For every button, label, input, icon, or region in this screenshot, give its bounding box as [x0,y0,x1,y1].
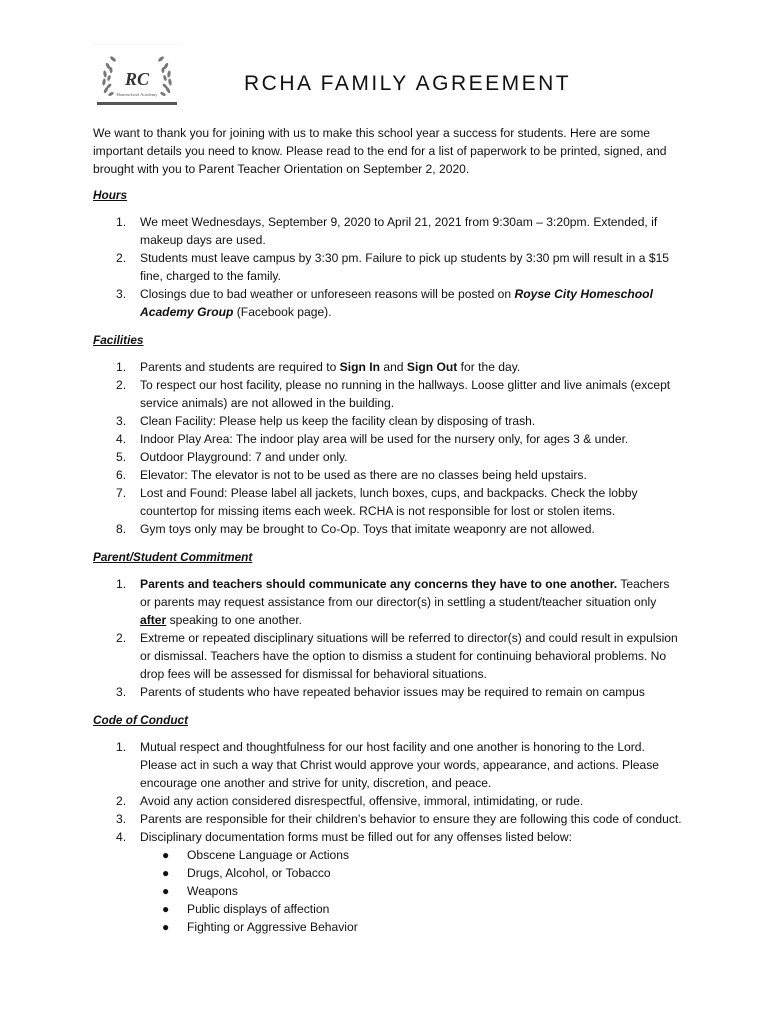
section-heading-facilities: Facilities [93,333,144,347]
offense-item: ● Weapons [162,884,238,898]
document-body [93,124,683,946]
svg-text:Homeschool Academy: Homeschool Academy [116,92,158,97]
hours-list [93,213,683,321]
list-item: 2. Extreme or repeated disciplinary situations will be referred to director(s) and could result in expulsion or dismissal. Teachers have the option to dismiss a student for continuing behavioral problems. No drop fees will be assessed for dismissal for behavioral situations. [116,631,678,681]
list-item: 1. Mutual respect and thoughtfulness for our host facility and one another is honoring to the Lord. Please act in such a way that Christ would approve your words, appearance, and actions. Please encourage one another and strive for unity, discretion, and peace. [116,740,659,790]
list-item: 2. Students must leave campus by 3:30 pm. Failure to pick up students by 3:30 pm will result in a $15 fine, charged to the family. [116,251,670,283]
section-heading-conduct: Code of Conduct [93,713,189,727]
list-item: 2. To respect our host facility, please no running in the hallways. Loose glitter and live animals (except service animals) are not allowed in the building. [116,378,671,410]
bullet-icon: ● [162,884,170,898]
list-item: 3. Closings due to bad weather or unforeseen reasons will be posted on Royse City Homeschool Academy Group (Facebook page). [116,287,653,319]
bullet-icon: ● [162,920,170,934]
conduct-list [93,738,683,936]
svg-text:RC: RC [124,69,150,89]
list-item: 3. Parents of students who have repeated behavior issues may be required to remain on campus [116,685,645,699]
offense-item: ● Public displays of affection [162,902,330,916]
logo [92,44,182,114]
offenses-list [140,846,683,936]
facilities-list [93,358,683,538]
list-item: 7. Lost and Found: Please label all jackets, lunch boxes, cups, and backpacks. Check the lobby countertop for missing items each week. RCHA is not responsible for lost or stolen items. [116,486,638,518]
list-item: 8. Gym toys only may be brought to Co-Op. Toys that imitate weaponry are not allowed. [116,522,595,536]
list-item: 6. Elevator: The elevator is not to be used as there are no classes being held upstairs. [116,468,587,482]
list-item: 4. Disciplinary documentation forms must be filled out for any offenses listed below: ● Obscene Language or Actions ● Drugs, Alcohol, or Tobacco ● Weapons ● Public displays of affection ● Fighting or Aggressive Behavior [93,828,683,936]
list-item: 1. Parents and students are required to Sign In and Sign Out for the day. [116,360,521,374]
intro-paragraph: We want to thank you for joining with us to make this school year a success for students. Here are some important details you need to know. Please read to the end for a list of paperwork to be printed, signed, and brought with you to Parent Teacher Orientation on September 2, 2020. [93,126,667,176]
offense-item: ● Fighting or Aggressive Behavior [162,920,358,934]
bullet-icon: ● [162,866,170,880]
section-heading-hours: Hours [93,188,128,202]
list-item: 4. Indoor Play Area: The indoor play area will be used for the nursery only, for ages 3 & under. [116,432,629,446]
laurel-wreath-logo [92,44,182,114]
offense-item: ● Obscene Language or Actions [162,848,350,862]
list-item: 5. Outdoor Playground: 7 and under only. [116,450,348,464]
page-title: RCHA FAMILY AGREEMENT [244,72,572,95]
commitment-list [93,575,683,701]
bullet-icon: ● [162,848,170,862]
list-item: 2. Avoid any action considered disrespectful, offensive, immoral, intimidating, or rude. [116,794,584,808]
bullet-icon: ● [162,902,170,916]
list-item: 3. Parents are responsible for their children’s behavior to ensure they are following this code of conduct. [116,812,682,826]
list-item: 1. Parents and teachers should communicate any concerns they have to one another. Teachers or parents may request assistance from our director(s) in settling a student/teacher situation only after speaking to one another. [116,577,670,627]
section-heading-commitment: Parent/Student Commitment [93,550,253,564]
list-item: 3. Clean Facility: Please help us keep the facility clean by disposing of trash. [116,414,536,428]
offense-item: ● Drugs, Alcohol, or Tobacco [162,866,331,880]
list-item: 1. We meet Wednesdays, September 9, 2020 to April 21, 2021 from 9:30am – 3:20pm. Extended, if makeup days are used. [116,215,658,247]
